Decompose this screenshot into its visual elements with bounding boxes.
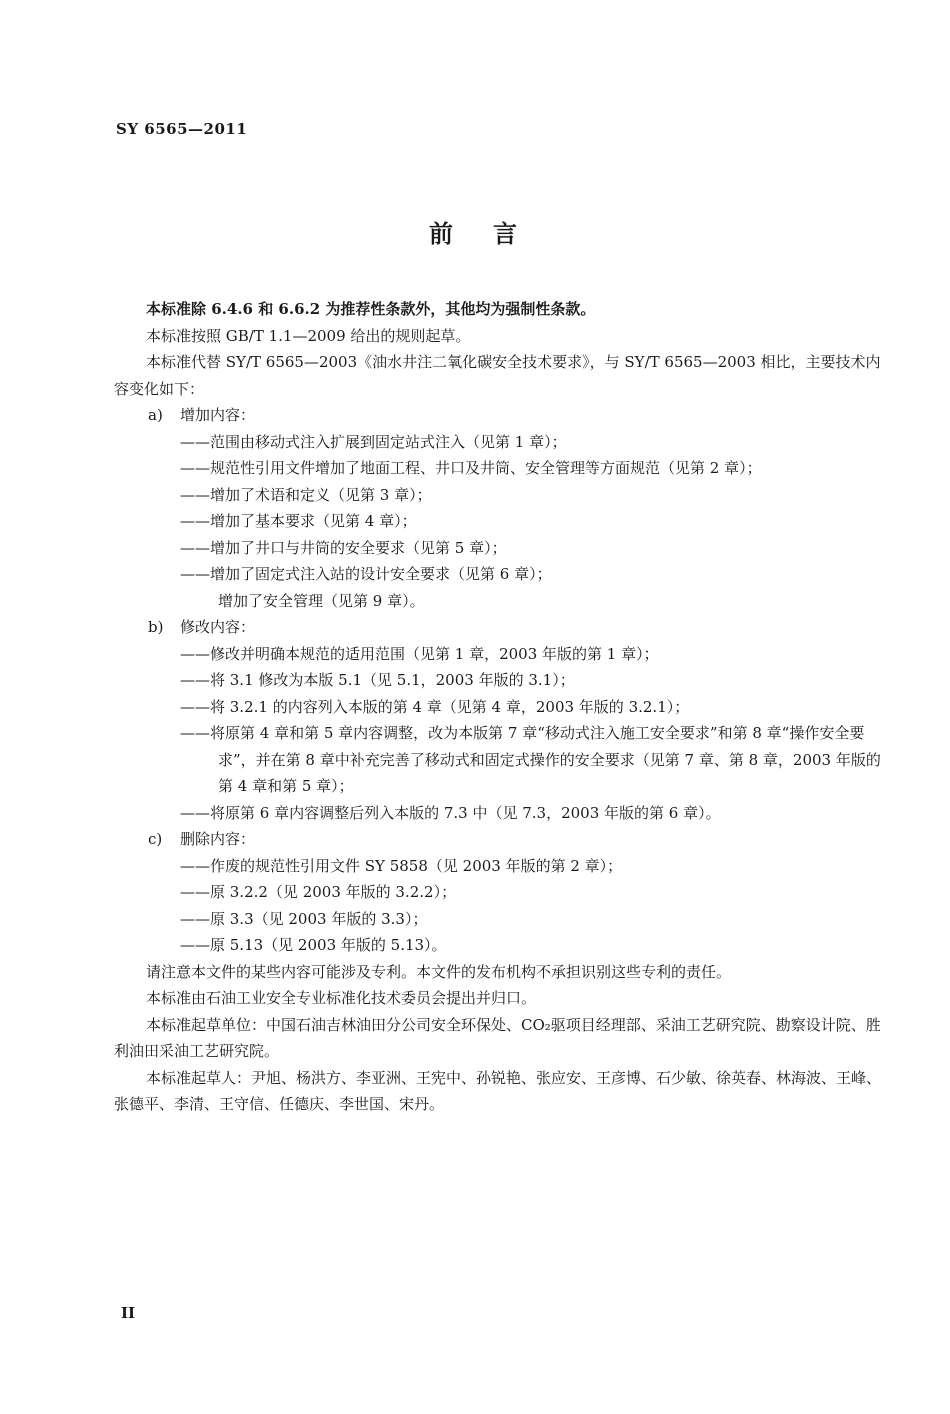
page-number: II	[121, 1304, 136, 1322]
list-item: ——将 3.2.1 的内容列入本版的第 4 章（见第 4 章，2003 年版的 3.2.1）；	[180, 697, 690, 716]
list-item: ——作废的规范性引用文件 SY 5858（见 2003 年版的第 2 章）；	[180, 856, 623, 875]
page-title: 前言	[429, 219, 557, 248]
list-item: ——范围由移动式注入扩展到固定站式注入（见第 1 章）；	[180, 432, 567, 451]
mandatory-clause-statement: 本标准除 6.4.6 和 6.6.2 为推荐性条款外，其他均为强制性条款。	[146, 300, 596, 318]
list-item: ——规范性引用文件增加了地面工程、井口及井筒、安全管理等方面规范（见第 2 章）；	[180, 459, 762, 477]
foreword-body	[114, 296, 882, 1118]
list-item: ——原 3.2.2（见 2003 年版的 3.2.2）；	[180, 883, 457, 901]
list-item: ——增加了井口与井筒的安全要求（见第 5 章）；	[180, 538, 507, 557]
list-item: ——原 5.13（见 2003 年版的 5.13）。	[180, 936, 447, 954]
list-item: ——增加了固定式注入站的设计安全要求（见第 6 章）；	[180, 565, 552, 583]
section-a-label: a)	[148, 406, 163, 424]
section-a-heading	[114, 402, 882, 429]
document-number: SY 6565—2011	[116, 120, 248, 138]
drafting-rule-paragraph: 本标准按照 GB/T 1.1—2009 给出的规则起草。	[146, 326, 471, 345]
section-b-label: b)	[148, 618, 164, 636]
list-item: ——修改并明确本规范的适用范围（见第 1 章，2003 年版的第 1 章）；	[180, 644, 659, 663]
proposer-statement: 本标准由石油工业安全专业标准化技术委员会提出并归口。	[146, 989, 537, 1007]
list-item: 增加了安全管理（见第 9 章）。	[218, 591, 425, 610]
section-a-title: 增加内容：	[180, 406, 256, 424]
replacement-paragraph: 本标准代替 SY/T 6565—2003《油水井注二氧化碳安全技术要求》，与 SY/T 6565—2003 相比，主要技术内容变化如下：	[114, 353, 881, 398]
section-c-title: 删除内容：	[180, 830, 256, 848]
section-b-heading	[114, 614, 882, 641]
list-item: ——将原第 4 章和第 5 章内容调整，改为本版第 7 章“移动式注入施工安全要求”和第 8 章“操作安全要求”，并在第 8 章中补充完善了移动式和固定式操作的安全要求（见第 7 章、第 8 章，2003 年版的第 4 章和第 5 章）；	[180, 724, 881, 795]
patent-notice: 请注意本文件的某些内容可能涉及专利。本文件的发布机构不承担识别这些专利的责任。	[146, 962, 732, 981]
list-item: ——增加了术语和定义（见第 3 章）；	[180, 485, 432, 504]
list-item: ——原 3.3（见 2003 年版的 3.3）；	[180, 909, 428, 928]
list-item: ——增加了基本要求（见第 4 章）；	[180, 512, 417, 530]
list-item: ——将 3.1 修改为本版 5.1（见 5.1，2003 年版的 3.1）；	[180, 671, 575, 689]
list-item: ——将原第 6 章内容调整后列入本版的 7.3 中（见 7.3，2003 年版的第 6 章）。	[180, 803, 721, 822]
section-c-heading	[114, 826, 882, 853]
section-b-title: 修改内容：	[180, 618, 256, 636]
drafters-list: 本标准起草人：尹旭、杨洪方、李亚洲、王宪中、孙锐艳、张应安、王彦博、石少敏、徐英春、林海波、王峰、张德平、李清、王守信、任德庆、李世国、宋丹。	[114, 1068, 882, 1113]
section-c-label: c)	[148, 830, 163, 848]
drafting-units: 本标准起草单位：中国石油吉林油田分公司安全环保处、CO₂驱项目经理部、采油工艺研究院、勘察设计院、胜利油田采油工艺研究院。	[114, 1015, 881, 1060]
